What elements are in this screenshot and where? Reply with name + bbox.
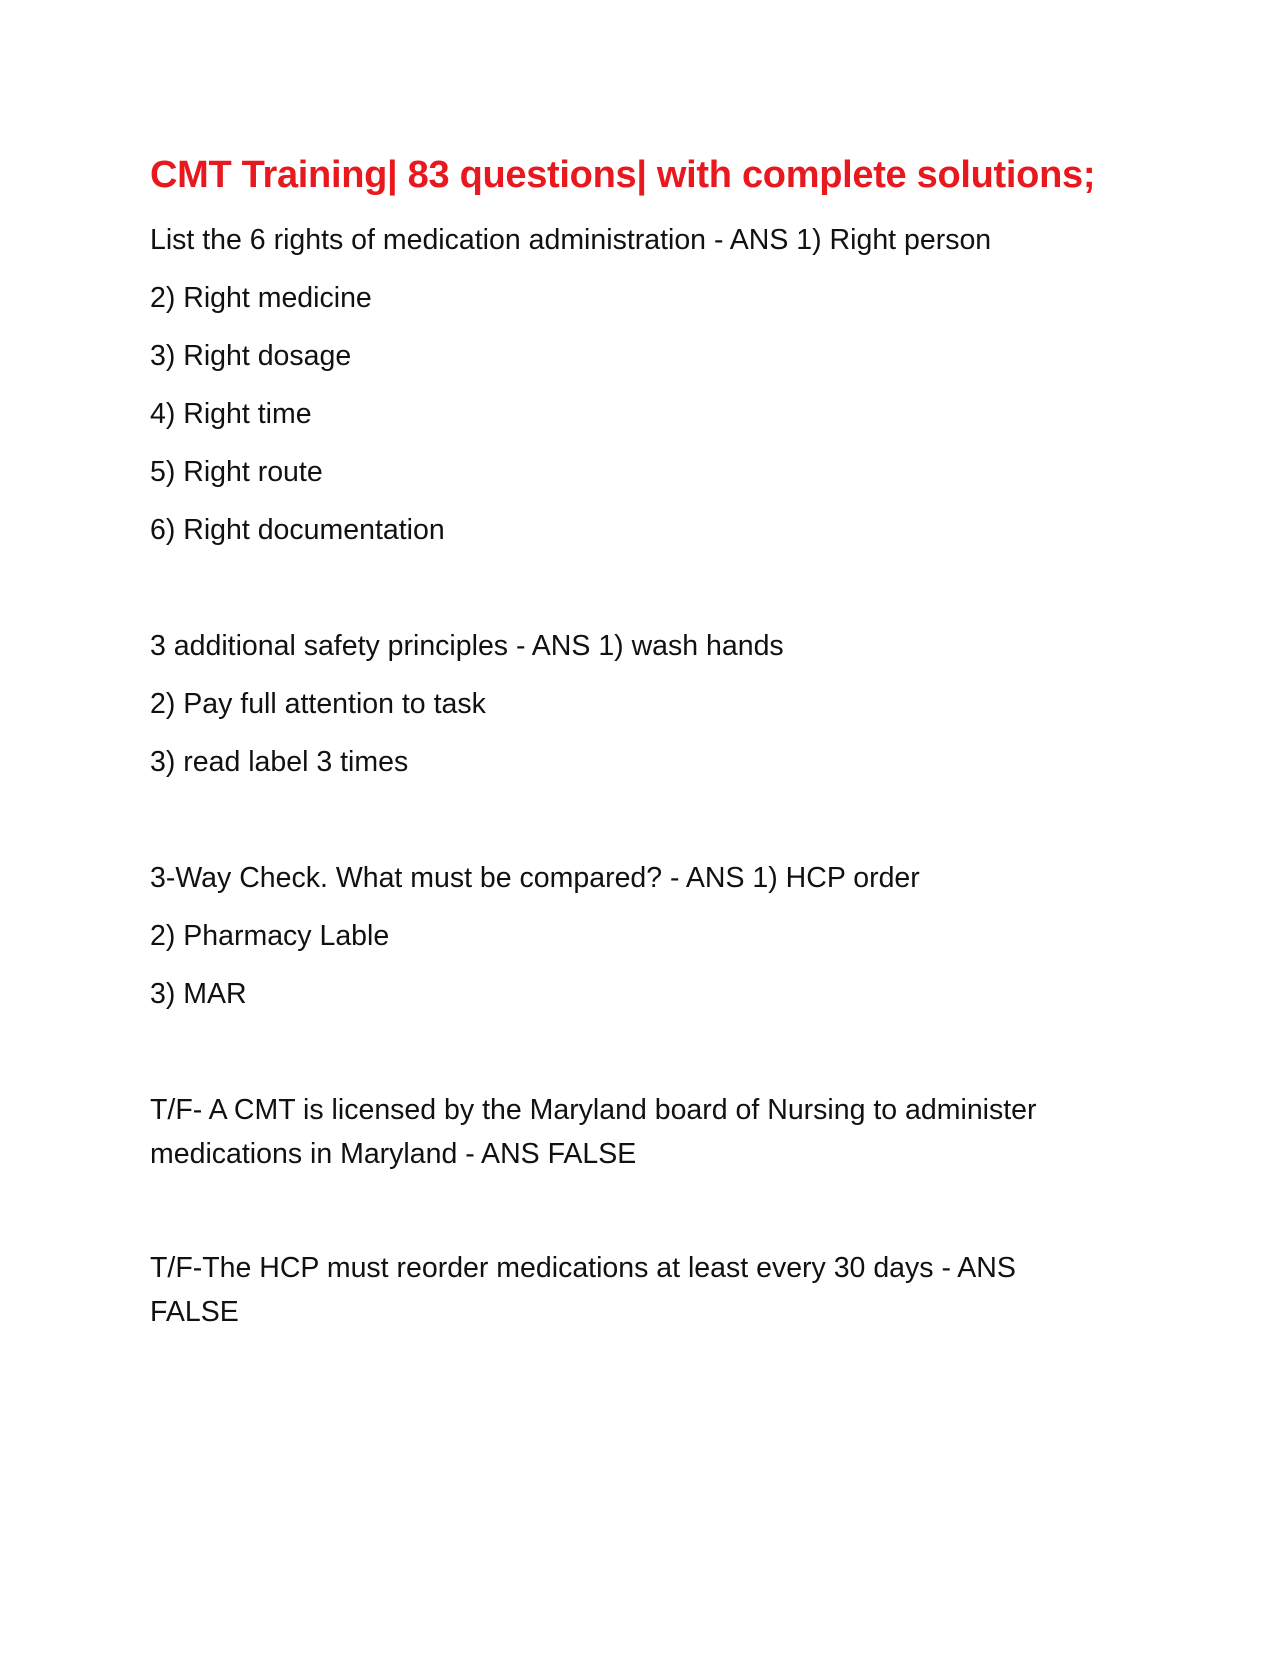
question-line: FALSE [150,1296,239,1328]
answer-line: 4) Right time [150,398,312,430]
answer-line: 3) Right dosage [150,340,352,372]
answer-line: 2) Pharmacy Lable [150,920,390,952]
question-line: T/F- A CMT is licensed by the Maryland board of Nursing to administer [150,1094,1037,1126]
answer-line: 2) Pay full attention to task [150,688,486,720]
answer-line: 3) MAR [150,978,247,1010]
answer-line: 2) Right medicine [150,282,372,314]
question-cmt-licensed [150,1088,1110,1176]
question-line: T/F-The HCP must reorder medications at least every 30 days - ANS [150,1252,1016,1284]
question-safety-principles: 3 additional safety principles - ANS 1) wash hands [150,630,784,662]
question-hcp-reorder [150,1246,1110,1334]
document-title: CMT Training| 83 questions| with complete solutions; [150,154,1096,196]
answer-line: 6) Right documentation [150,514,445,546]
question-3-way-check: 3-Way Check. What must be compared? - ANS 1) HCP order [150,862,920,894]
answer-line: 3) read label 3 times [150,746,409,778]
answer-line: 5) Right route [150,456,323,488]
question-6-rights: List the 6 rights of medication administration - ANS 1) Right person [150,224,992,256]
question-line: medications in Maryland - ANS FALSE [150,1138,637,1170]
